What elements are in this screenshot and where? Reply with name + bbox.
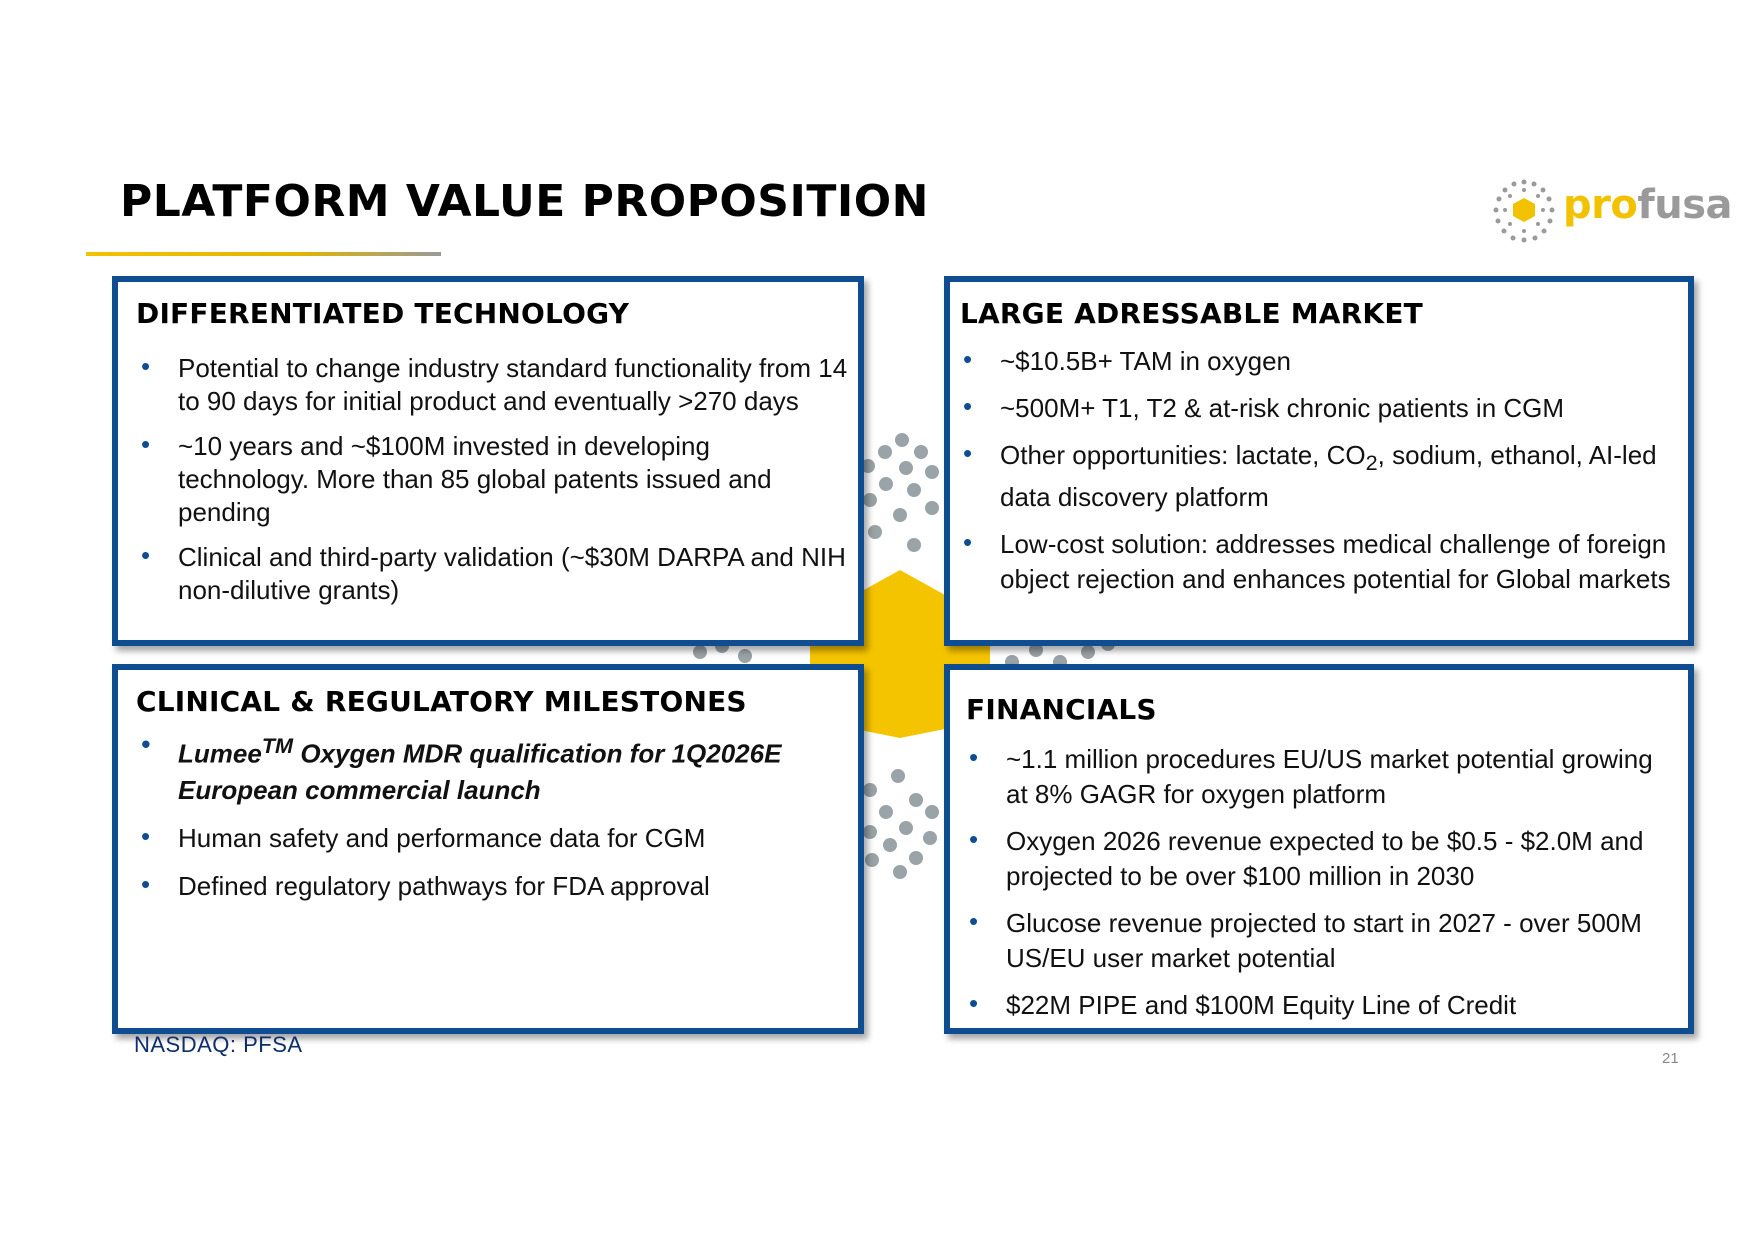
bullet-list [118, 718, 858, 904]
list-item [138, 728, 848, 808]
logo-mark-icon [1488, 176, 1562, 248]
profusa-logo [1488, 176, 1733, 248]
trademark-superscript: TM [261, 733, 294, 758]
product-name: Lumee [178, 738, 262, 769]
list-item: • Oxygen 2026 revenue expected to be $0.5 - $2.0M and projected to be over $100 million in 2030 [966, 824, 1680, 894]
logo-text-pro: pro [1563, 182, 1638, 228]
panel-title: FINANCIALS [966, 693, 1157, 726]
list-item: • Defined regulatory pathways for FDA approval [138, 868, 848, 904]
bullet-list [118, 330, 858, 607]
differentiated-technology-panel [112, 276, 864, 646]
list-item: • ~500M+ T1, T2 & at-risk chronic patients in CGM [960, 391, 1680, 426]
list-item [960, 438, 1680, 515]
list-item: • ~$10.5B+ TAM in oxygen [960, 344, 1680, 379]
logo-text-fusa: fusa [1637, 182, 1733, 228]
dot-cluster-lower [863, 769, 939, 879]
large-addressable-market-panel [944, 276, 1694, 646]
bullet-list [950, 330, 1688, 597]
list-item: • Potential to change industry standard functionality from 14 to 90 days for initial product and eventually >270 days [138, 352, 848, 418]
page-number: 21 [1662, 1050, 1679, 1067]
clinical-regulatory-milestones-panel [112, 664, 864, 1034]
panel-title: LARGE ADRESSABLE MARKET [960, 297, 1423, 330]
ticker-footer: NASDAQ: PFSA [134, 1032, 303, 1057]
list-item: • Low-cost solution: addresses medical challenge of foreign object rejection and enhances potential for Global markets [960, 527, 1680, 597]
list-item: • Glucose revenue projected to start in 2027 - over 500M US/EU user market potential [966, 906, 1680, 976]
title-underline [86, 252, 441, 256]
dot-cluster-upper [861, 433, 939, 552]
other-opportunities-text: Other opportunities: lactate, CO [1000, 440, 1366, 470]
panel-title: CLINICAL & REGULATORY MILESTONES [136, 685, 747, 718]
other-opportunities-text-rest: , sodium, ethanol, AI-led data discovery platform [1000, 440, 1657, 513]
list-item: • Clinical and third-party validation (~$30M DARPA and NIH non-dilutive grants) [138, 541, 848, 607]
panel-title: DIFFERENTIATED TECHNOLOGY [136, 297, 630, 330]
financials-panel [944, 664, 1694, 1034]
list-item: • Human safety and performance data for CGM [138, 820, 848, 856]
bullet-list [950, 726, 1688, 1023]
list-item: • $22M PIPE and $100M Equity Line of Credit [966, 988, 1680, 1023]
slide-title: PLATFORM VALUE PROPOSITION [120, 176, 929, 227]
co2-subscript: 2 [1365, 450, 1378, 476]
list-item: • ~10 years and ~$100M invested in developing technology. More than 85 global patents issued and pending [138, 430, 848, 529]
milestone-text: Oxygen MDR qualification for 1Q2026E European commercial launch [178, 738, 782, 805]
list-item: • ~1.1 million procedures EU/US market potential growing at 8% GAGR for oxygen platform [966, 742, 1680, 812]
